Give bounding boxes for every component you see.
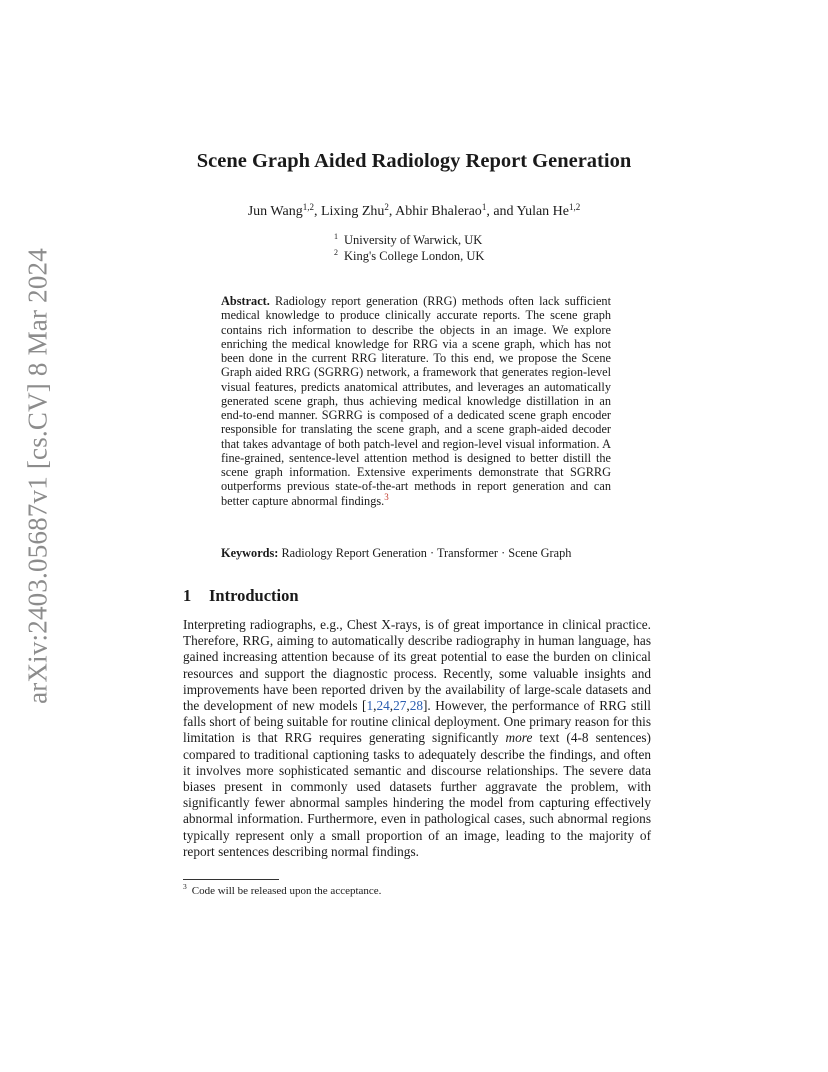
author-affiliation-mark: 1,2 — [569, 202, 581, 212]
affiliation-item — [334, 249, 484, 265]
body-text: ]. However, the performance of RRG still falls short of being suitable for routine clinical deployment. One primary reason for this limitation is that RRG requires generating significantly — [183, 698, 651, 746]
emphasis-text: more — [505, 730, 533, 746]
abstract-text: Radiology report generation (RRG) methods often lack sufficient medical knowledge to produce clinically accurate reports. The scene graph contains rich information to describe the objects in an image. We explore enriching the medical knowledge for RRG via a scene graph, which has not been done in the current RRG literature. To this end, we propose the Scene Graph aided RRG (SGRRG) network, a framework that generates region-level visual features, predicts anatomical attributes, and leverages an automatically generated scene graph, thus achieving medical knowledge distillation in an end-to-end manner. SGRRG is composed of a dedicated scene graph encoder responsible for translating the scene graph, and a scene graph-aided decoder that takes advantage of both patch-level and region-level visual information. A fine-grained, sentence-level attention method is designed to better distill the scene graph information. Extensive experiments demonstrate that SGRRG outperforms previous state-of-the-art methods in report generation and can better capture abnormal findings. — [221, 294, 611, 508]
affiliation-text: King's College London, UK — [344, 248, 485, 263]
abstract-label: Abstract. — [221, 294, 270, 308]
abstract — [221, 294, 611, 508]
arxiv-identifier-text: arXiv:2403.05687v1 [cs.CV] 8 Mar 2024 — [22, 248, 53, 704]
citation-link[interactable]: 1 — [366, 698, 374, 714]
footnote-text: Code will be released upon the acceptance. — [191, 885, 382, 897]
affiliation-mark: 1 — [334, 232, 338, 241]
citation-link[interactable]: 27 — [393, 698, 407, 714]
keywords-text: Radiology Report Generation · Transformer · Scene Graph — [281, 546, 572, 560]
footnote — [183, 882, 382, 897]
author-affiliation-mark: 1,2 — [302, 202, 314, 212]
body-text: text (4-8 sentences) compared to traditional captioning tasks to adequately describe the findings, and often it involves more sophisticated semantic and discourse relationships. The severe data biases present in commonly used datasets further aggravate the problem, with significantly fewer abnormal samples hindering the model from capturing effectively abnormal information. Furthermore, even in pathological cases, such abnormal regions typically represent only a small proportion of an image, leading to the majority of report sentences describing normal findings. — [183, 730, 651, 859]
author-affiliation-mark: 1 — [481, 202, 487, 212]
affiliation-item — [334, 233, 484, 249]
section-heading — [183, 586, 299, 606]
author-separator: , — [313, 204, 321, 219]
section-number: 1 — [183, 586, 192, 605]
keywords-label: Keywords: — [221, 546, 279, 560]
introduction-paragraph: Interpreting radiographs, e.g., Chest X-rays, is of great importance in clinical practice. Therefore, RRG, aiming to automatically describe radiography in human language, has gained increasing attention because of its great potential to ease the burden on clinical resources and support the diagnostic process. Recently, some valuable insights and improvements have been reported driven by the availability of large-scale datasets and the development of new models [1,24,27,28]. However, the performance of RRG still falls short of being suitable for routine clinical deployment. One primary reason for this limitation is that RRG requires generating significantly more text (4-8 sentences) compared to traditional captioning tasks to adequately describe the findings, and often it involves more sophisticated semantic and discourse relationships. The severe data biases present in commonly used datasets further aggravate the problem, with significantly fewer abnormal samples hindering the model from capturing effectively abnormal information. Furthermore, even in pathological cases, such abnormal regions typically represent only a small proportion of an image, leading to the majority of report sentences describing normal findings. — [183, 617, 651, 859]
arxiv-identifier-stamp — [18, 248, 58, 704]
affiliation-list — [334, 233, 484, 264]
section-title: Introduction — [209, 586, 299, 605]
citation-link[interactable]: 24 — [376, 698, 390, 714]
author-name: Abhir Bhalerao — [395, 204, 482, 219]
author-name: Lixing Zhu — [320, 204, 385, 219]
body-text: Interpreting radiographs, e.g., Chest X-rays, is of great importance in clinical practice. Therefore, RRG, aiming to automatically describe radiography in human language, has gained increasing attention because of its great potential to ease the burden on clinical resources and support the diagnostic process. Recently, some valuable insights and improvements have been reported driven by the availability of large-scale datasets and the development of new models [ — [183, 617, 651, 714]
affiliation-mark: 2 — [334, 247, 338, 257]
author-affiliation-mark: 2 — [384, 202, 389, 212]
citation-link[interactable]: 28 — [409, 698, 423, 714]
author-separator: , — [388, 204, 396, 219]
keywords — [221, 546, 631, 561]
footnote-ref-link[interactable]: 3 — [384, 491, 389, 502]
footnote-rule — [183, 879, 279, 880]
author-separator: , and — [486, 204, 517, 219]
author-name: Jun Wang — [247, 204, 303, 219]
footnote-mark: 3 — [183, 882, 187, 891]
paper-title: Scene Graph Aided Radiology Report Generation — [196, 150, 632, 172]
affiliation-text: University of Warwick, UK — [344, 233, 483, 247]
author-name: Yulan He — [516, 204, 570, 219]
author-list — [0, 204, 828, 220]
